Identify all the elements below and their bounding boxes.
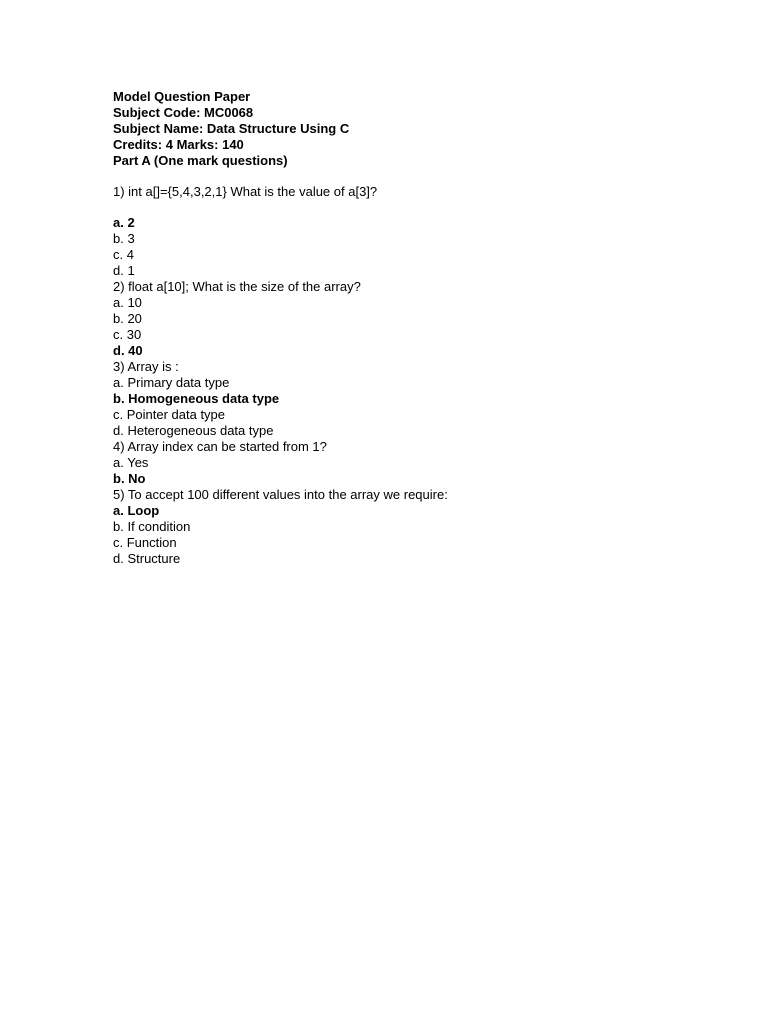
question-3: 3) Array is : xyxy=(113,359,179,374)
q2-option-d-answer: d. 40 xyxy=(113,343,143,358)
q3-option-c: c. Pointer data type xyxy=(113,407,226,422)
question-5: 5) To accept 100 different values into the array we require: xyxy=(113,487,448,502)
q3-option-d: d. Heterogeneous data type xyxy=(113,423,274,438)
credits-marks: Credits: 4 Marks: 140 xyxy=(113,137,244,152)
question-paper xyxy=(113,89,673,567)
paper-title: Model Question Paper xyxy=(113,89,251,104)
q3-option-a: a. Primary data type xyxy=(113,375,230,390)
part-heading: Part A (One mark questions) xyxy=(113,153,288,168)
q5-option-a-answer: a. Loop xyxy=(113,503,160,518)
subject-code: Subject Code: MC0068 xyxy=(113,105,254,120)
q1-option-a-answer: a. 2 xyxy=(113,215,135,230)
q1-option-b: b. 3 xyxy=(113,231,135,246)
q2-option-a: a. 10 xyxy=(113,295,142,310)
q1-option-c: c. 4 xyxy=(113,247,134,262)
q4-option-a: a. Yes xyxy=(113,455,149,470)
q5-option-c: c. Function xyxy=(113,535,177,550)
q3-option-b-answer: b. Homogeneous data type xyxy=(113,391,280,406)
spacer xyxy=(113,200,673,215)
spacer xyxy=(113,169,673,184)
subject-name: Subject Name: Data Structure Using C xyxy=(113,121,350,136)
q2-option-c: c. 30 xyxy=(113,327,142,342)
q4-option-b-answer: b. No xyxy=(113,471,146,486)
q5-option-d: d. Structure xyxy=(113,551,181,566)
question-1: 1) int a[]={5,4,3,2,1} What is the value of a[3]? xyxy=(113,184,378,199)
question-4: 4) Array index can be started from 1? xyxy=(113,439,327,454)
question-2: 2) float a[10]; What is the size of the array? xyxy=(113,279,361,294)
q2-option-b: b. 20 xyxy=(113,311,142,326)
q1-option-d: d. 1 xyxy=(113,263,135,278)
q5-option-b: b. If condition xyxy=(113,519,191,534)
